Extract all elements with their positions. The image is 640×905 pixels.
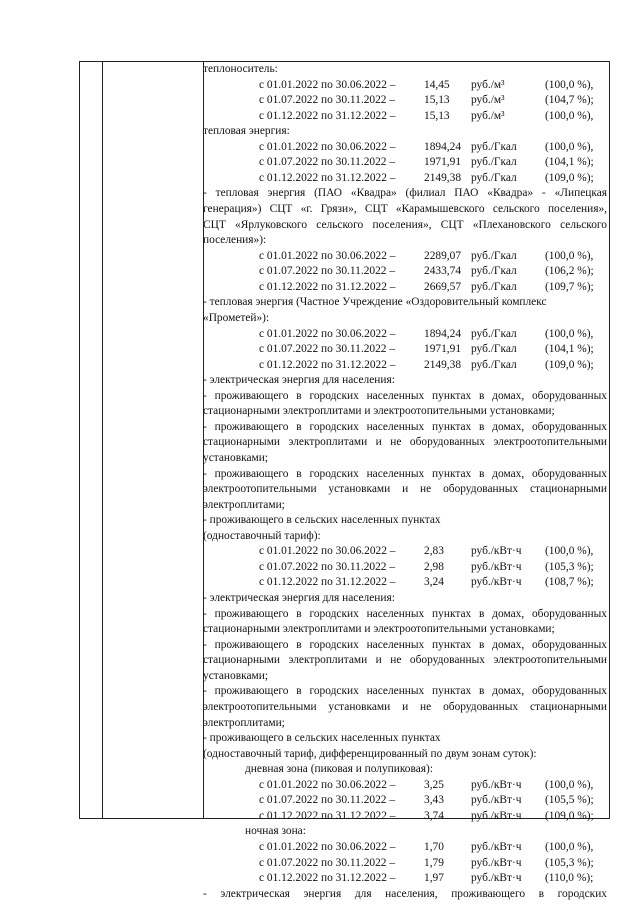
tariff-percent: (100,0 %), [545, 109, 594, 122]
tariff-rate-row [203, 840, 607, 855]
tariff-percent: (105,3 %); [545, 560, 594, 573]
tariff-period: с 01.01.2022 по 30.06.2022 – [259, 140, 396, 153]
tariff-rate-row [203, 778, 607, 793]
tariff-period: с 01.07.2022 по 30.11.2022 – [259, 856, 396, 869]
text-line: теплоноситель: [203, 63, 278, 75]
tariff-value: 1,79 [424, 856, 444, 869]
tariff-period: с 01.07.2022 по 30.11.2022 – [259, 265, 396, 278]
tariff-unit: руб./кВт·ч [471, 576, 522, 589]
tariff-unit: руб./Гкал [471, 156, 517, 169]
tariff-value: 1894,24 [424, 140, 462, 153]
tariff-percent: (104,7 %); [545, 94, 594, 107]
tariff-period: с 01.07.2022 по 30.11.2022 – [259, 794, 396, 807]
tariff-rate-row [203, 575, 607, 590]
tariff-rate-row [203, 78, 607, 93]
text-line: (одноставочный тариф, дифференцированный по двум зонам суток): [203, 747, 537, 760]
tariff-unit: руб./кВт·ч [471, 794, 522, 807]
tariff-period: с 01.07.2022 по 30.11.2022 – [259, 343, 396, 356]
text-line: - тепловая энергия (Частное Учреждение «Оздоровительный комплекс [203, 296, 547, 309]
tariff-unit: руб./кВт·ч [471, 856, 522, 869]
tariff-value: 2,83 [424, 545, 444, 558]
text-line: стационарными электроплитами и электроотопительными установками; [203, 623, 555, 636]
text-line: установками; [203, 669, 268, 682]
tariff-unit: руб./Гкал [471, 171, 517, 184]
text-line: - тепловая энергия (ПАО «Квадра» (филиал ПАО «Квадра» - «Липецкая [203, 187, 607, 200]
tariff-percent: (108,7 %); [545, 576, 594, 589]
tariff-period: с 01.01.2022 по 30.06.2022 – [259, 249, 396, 262]
tariff-unit: руб./м³ [471, 78, 505, 91]
text-line: - электрическая энергия для населения, проживающего в городских [203, 887, 607, 900]
text-line: - проживающего в городских населенных пунктах в домах, оборудованных [203, 638, 607, 651]
tariff-percent: (100,0 %), [545, 778, 594, 791]
tariff-unit: руб./кВт·ч [471, 841, 522, 853]
tariff-value: 2149,38 [424, 171, 462, 184]
tariff-unit: руб./кВт·ч [471, 545, 522, 558]
tariff-unit: руб./кВт·ч [471, 778, 522, 791]
zone-heading: ночная зона: [245, 825, 306, 838]
tariff-rate-row [203, 155, 607, 170]
tariff-percent: (100,0 %), [545, 545, 594, 558]
tariff-period: с 01.12.2022 по 31.12.2022 – [259, 358, 396, 371]
tariff-value: 2433,74 [424, 265, 462, 278]
text-line: - проживающего в городских населенных пунктах в домах, оборудованных [203, 420, 607, 433]
tariff-rate-row [203, 809, 607, 824]
text-line: тепловая энергия: [203, 125, 290, 138]
tariff-rate-row [203, 793, 607, 808]
tariff-rate-row [203, 342, 607, 357]
tariff-unit: руб./кВт·ч [471, 809, 522, 822]
tariff-unit: руб./м³ [471, 109, 505, 122]
tariff-percent: (105,3 %); [545, 856, 594, 869]
text-line: электроотопительными установками и не оборудованных стационарными [203, 483, 607, 496]
text-line: стационарными электроплитами и не оборудованных электроотопительными [203, 654, 607, 667]
tariff-value: 3,25 [424, 778, 444, 791]
text-line: - проживающего в сельских населенных пунктах [203, 732, 441, 745]
tariff-value: 1,70 [424, 841, 444, 853]
zone-heading: дневная зона (пиковая и полупиковая): [245, 763, 433, 776]
tariff-percent: (100,0 %), [545, 140, 594, 153]
tariff-percent: (105,5 %); [545, 794, 594, 807]
tariff-rate-row [203, 264, 607, 279]
text-line: - проживающего в городских населенных пунктах в домах, оборудованных [203, 607, 607, 620]
tariff-percent: (109,0 %); [545, 171, 594, 184]
tariff-period: с 01.01.2022 по 30.06.2022 – [259, 545, 396, 558]
text-line: (одноставочный тариф): [203, 529, 321, 542]
tariff-rate-row [203, 249, 607, 264]
tariff-percent: (100,0 %), [545, 327, 594, 340]
text-line: электроотопительными установками и не оборудованных стационарными [203, 700, 607, 713]
tariff-rate-row [203, 560, 607, 575]
tariff-unit: руб./Гкал [471, 280, 517, 293]
tariff-value: 14,45 [424, 78, 450, 91]
tariff-period: с 01.12.2022 по 31.12.2022 – [259, 872, 396, 885]
text-line: стационарными электроплитами и не оборудованных электроотопительными [203, 436, 607, 449]
tariff-rate-row [203, 856, 607, 871]
tariff-unit: руб./Гкал [471, 343, 517, 356]
tariff-rate-row [203, 93, 607, 108]
tariff-period: с 01.12.2022 по 31.12.2022 – [259, 280, 396, 293]
tariff-rate-row [203, 544, 607, 559]
tariff-rate-row [203, 358, 607, 373]
tariff-unit: руб./Гкал [471, 358, 517, 371]
tariff-period: с 01.07.2022 по 30.11.2022 – [259, 94, 396, 107]
tariff-period: с 01.01.2022 по 30.06.2022 – [259, 841, 396, 853]
tariff-percent: (109,0 %); [545, 358, 594, 371]
text-line: установками; [203, 452, 268, 464]
tariff-unit: руб./кВт·ч [471, 560, 522, 573]
tariff-value: 2289,07 [424, 249, 462, 262]
tariff-unit: руб./кВт·ч [471, 872, 522, 885]
tariff-rate-row [203, 109, 607, 124]
tariff-value: 3,24 [424, 576, 444, 589]
tariff-rate-row [203, 280, 607, 295]
tariff-period: с 01.12.2022 по 31.12.2022 – [259, 109, 396, 122]
text-line: - электрическая энергия для населения: [203, 374, 395, 387]
tariff-percent: (104,1 %); [545, 156, 594, 169]
tariff-period: с 01.12.2022 по 31.12.2022 – [259, 171, 396, 184]
tariff-value: 1971,91 [424, 156, 462, 169]
tariff-value: 3,74 [424, 809, 444, 822]
text-line: поселения»): [203, 234, 267, 247]
tariff-rate-row [203, 327, 607, 342]
text-line: «Прометей»): [203, 311, 270, 324]
text-line: генерация») СЦТ «г. Грязи», СЦТ «Карамышевского сельского поселения», [203, 203, 607, 216]
tariff-period: с 01.01.2022 по 30.06.2022 – [259, 78, 396, 91]
tariff-value: 1,97 [424, 872, 444, 885]
tariff-percent: (106,2 %); [545, 265, 594, 278]
tariff-period: с 01.12.2022 по 31.12.2022 – [259, 809, 396, 822]
tariff-period: с 01.07.2022 по 30.11.2022 – [259, 560, 396, 573]
text-line: - проживающего в сельских населенных пунктах [203, 514, 441, 527]
tariff-rate-row [203, 140, 607, 155]
text-line: - проживающего в городских населенных пунктах в домах, оборудованных [203, 467, 607, 480]
text-line: - проживающего в городских населенных пунктах в домах, оборудованных [203, 685, 607, 698]
text-line: - электрическая энергия для населения: [203, 592, 395, 605]
tariff-percent: (100,0 %), [545, 249, 594, 262]
tariff-percent: (100,0 %), [545, 78, 594, 91]
text-line: электроплитами; [203, 716, 285, 729]
text-line: стационарными электроплитами и электроотопительными установками; [203, 405, 555, 418]
tariff-value: 2149,38 [424, 358, 462, 371]
tariff-period: с 01.01.2022 по 30.06.2022 – [259, 327, 396, 340]
tariff-unit: руб./Гкал [471, 265, 517, 278]
tariff-unit: руб./м³ [471, 94, 505, 107]
tariff-value: 2,98 [424, 560, 444, 573]
text-line: СЦТ «Ярлуковского сельского поселения», СЦТ «Плехановского сельского [203, 218, 607, 231]
column-divider [102, 62, 103, 818]
tariff-period: с 01.07.2022 по 30.11.2022 – [259, 156, 396, 169]
tariff-percent: (104,1 %); [545, 343, 594, 356]
tariff-rate-row [203, 871, 607, 886]
tariff-unit: руб./Гкал [471, 249, 517, 262]
tariff-period: с 01.01.2022 по 30.06.2022 – [259, 778, 396, 791]
text-line: электроплитами; [203, 498, 285, 511]
tariff-percent: (109,7 %); [545, 280, 594, 293]
tariff-value: 1971,91 [424, 343, 462, 356]
tariff-percent: (109,0 %); [545, 809, 594, 822]
tariff-value: 2669,57 [424, 280, 462, 293]
tariff-period: с 01.12.2022 по 31.12.2022 – [259, 576, 396, 589]
tariff-unit: руб./Гкал [471, 327, 517, 340]
tariff-value: 15,13 [424, 109, 450, 122]
tariff-percent: (100,0 %), [545, 841, 594, 853]
tariff-value: 3,43 [424, 794, 444, 807]
tariff-value: 1894,24 [424, 327, 462, 340]
tariff-value: 15,13 [424, 94, 450, 107]
tariff-unit: руб./Гкал [471, 140, 517, 153]
text-line: - проживающего в городских населенных пунктах в домах, оборудованных [203, 389, 607, 402]
tariff-percent: (110,0 %); [545, 872, 594, 885]
tariff-rate-row [203, 171, 607, 186]
